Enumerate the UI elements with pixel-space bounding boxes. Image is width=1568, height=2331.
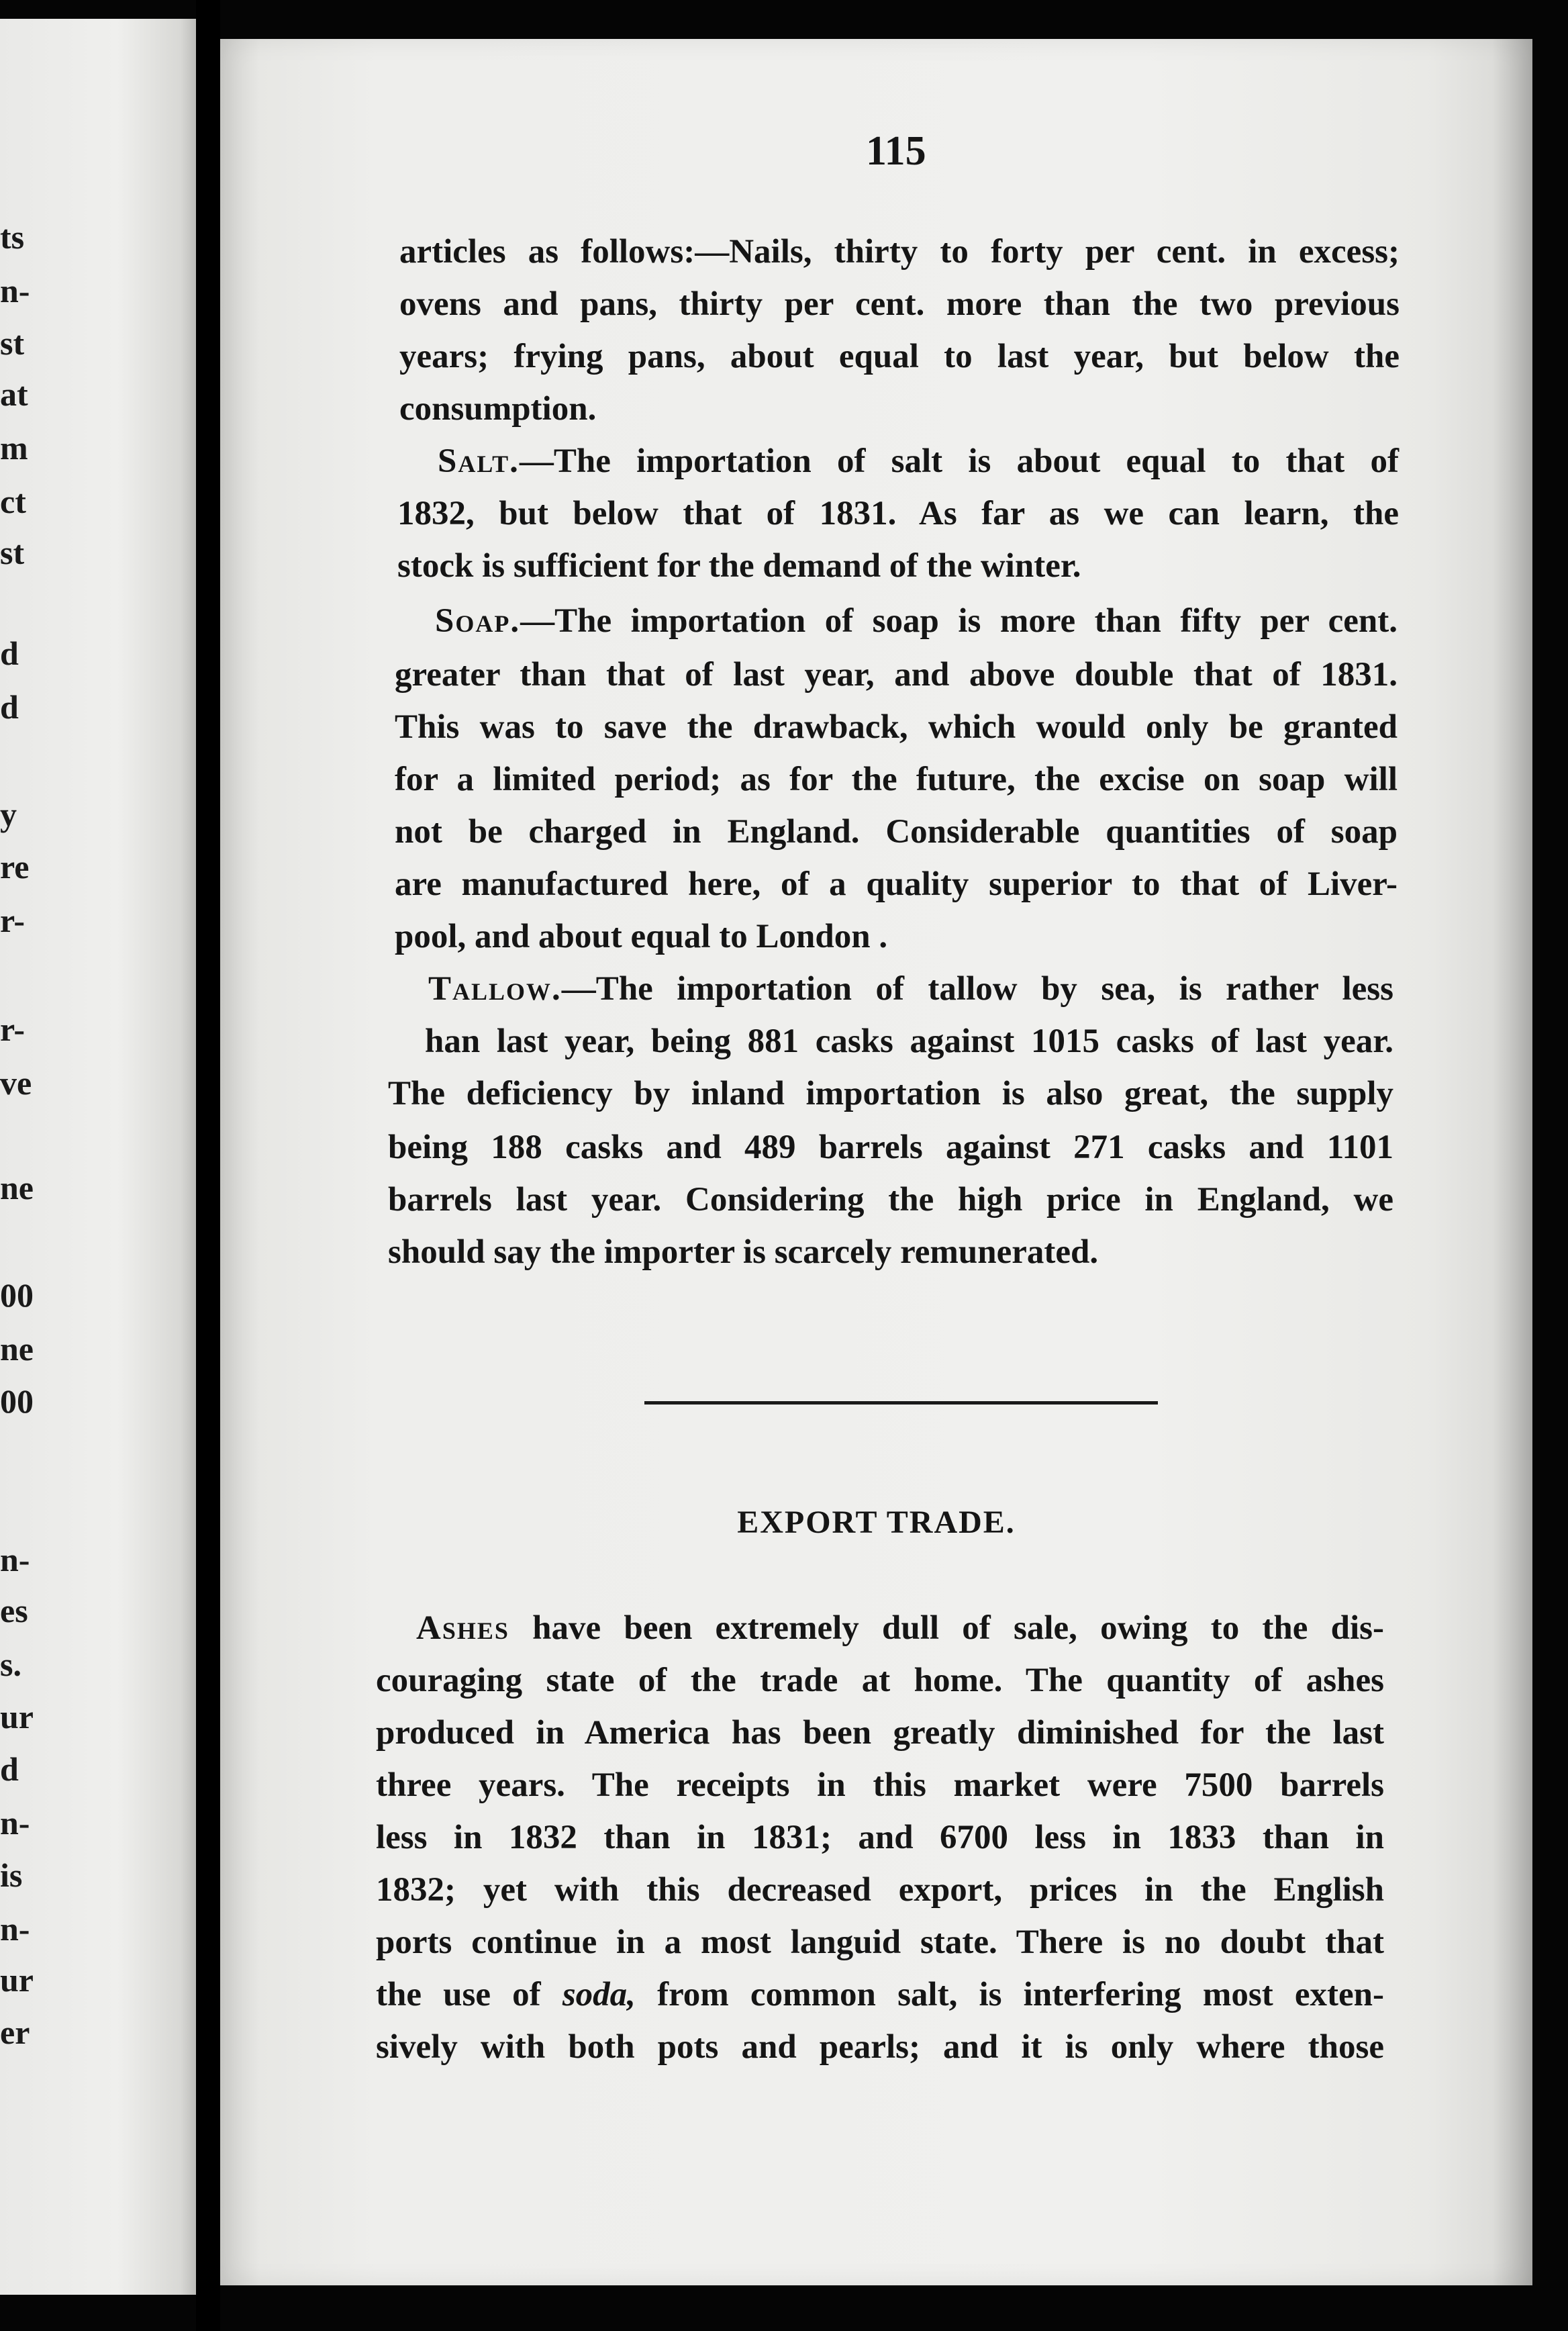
left-page-fragment: n-	[0, 1541, 30, 1578]
text-line-part: from common salt, is interfering most exten-	[635, 1976, 1384, 2013]
paragraph-lead: Ashes	[416, 1609, 509, 1647]
left-page-fragment: n-	[0, 1804, 30, 1842]
left-page-fragment: ne	[0, 1330, 34, 1368]
text-line	[388, 972, 1393, 1006]
paragraph-lead: Soap.	[435, 602, 521, 640]
text-line: sively with both pots and pearls; and it is only where those	[376, 2028, 1384, 2066]
text-line: This was to save the drawback, which would only be granted	[395, 708, 1398, 746]
text-line: greater than that of last year, and above double that of 1831.	[395, 656, 1398, 694]
left-page-fragment: 00	[0, 1276, 34, 1314]
text-line	[376, 1978, 1384, 2012]
left-page-fragment: is	[0, 1856, 23, 1894]
left-page-fragment: 00	[0, 1382, 34, 1420]
text-line-part: the use of	[376, 1976, 562, 2013]
left-page-fragment: es	[0, 1592, 28, 1629]
text-line: not be charged in England. Considerable quantities of soap	[395, 813, 1398, 851]
left-page-fragment: n-	[0, 1910, 30, 1948]
left-page-fragment: d	[0, 634, 19, 672]
italic-word: soda,	[562, 1976, 636, 2013]
left-page-fragment: er	[0, 2013, 30, 2051]
text-line-rest: —The importation of tallow by sea, is rather less	[561, 970, 1393, 1008]
text-line: The deficiency by inland importation is also great, the supply	[388, 1075, 1393, 1112]
text-line	[397, 444, 1399, 479]
left-page-fragment: s.	[0, 1646, 21, 1683]
left-page-fragment: d	[0, 1750, 19, 1788]
left-page-fragment: ts	[0, 218, 25, 256]
text-line: ovens and pans, thirty per cent. more than the two previous	[399, 285, 1400, 323]
left-page-fragment: y	[0, 796, 17, 833]
text-line: three years. The receipts in this market were 7500 barrels	[376, 1766, 1384, 1804]
book-gutter	[196, 0, 220, 2331]
text-line-rest: —The importation of salt is about equal to that of	[519, 442, 1399, 480]
left-page-fragment: at	[0, 375, 28, 413]
text-line: couraging state of the trade at home. The quantity of ashes	[376, 1662, 1384, 1699]
left-page-fragment: r-	[0, 902, 25, 939]
paragraph-lead: Salt.	[438, 442, 520, 480]
left-page-fragment: ve	[0, 1064, 32, 1102]
text-line: han last year, being 881 casks against 1015 casks of last year.	[425, 1022, 1393, 1060]
left-page-fragment: ct	[0, 483, 26, 520]
text-line: 1832, but below that of 1831. As far as we can learn, the	[397, 495, 1399, 532]
paragraph-lead: Tallow.	[428, 970, 562, 1008]
page-edge-shadow	[1492, 39, 1532, 2285]
text-line: being 188 casks and 489 barrels against 271 casks and 1101	[388, 1129, 1393, 1166]
left-page-fragment: st	[0, 324, 25, 362]
text-line: barrels last year. Considering the high price in England, we	[388, 1181, 1393, 1219]
text-line: should say the importer is scarcely remunerated.	[388, 1233, 1099, 1271]
text-line: produced in America has been greatly diminished for the last	[376, 1714, 1384, 1752]
left-page-fragment: ur	[0, 1961, 34, 1999]
left-page-fragment: d	[0, 688, 19, 726]
left-page-fragment: m	[0, 429, 28, 467]
text-line: pool, and about equal to London .	[395, 918, 888, 955]
text-line: stock is sufficient for the demand of the winter.	[397, 547, 1081, 585]
text-line: years; frying pans, about equal to last year, but below the	[399, 338, 1400, 375]
text-line-rest: —The importation of soap is more than fifty per cent.	[520, 602, 1398, 640]
left-page-fragment: r-	[0, 1010, 25, 1048]
left-page-fragment: re	[0, 848, 30, 886]
text-line: consumption.	[399, 390, 597, 428]
left-page-fragment: st	[0, 534, 25, 571]
text-line: 1832; yet with this decreased export, prices in the English	[376, 1871, 1384, 1909]
left-page-fragment: ur	[0, 1698, 34, 1735]
left-page-fragment: ne	[0, 1169, 34, 1206]
text-line: are manufactured here, of a quality superior to that of Liver-	[395, 865, 1398, 903]
text-line-rest: have been extremely dull of sale, owing to the dis-	[509, 1609, 1384, 1647]
section-divider	[644, 1401, 1158, 1405]
text-line: articles as follows:—Nails, thirty to forty per cent. in excess;	[399, 233, 1400, 271]
text-line: ports continue in a most languid state. There is no doubt that	[376, 1923, 1384, 1961]
section-heading: EXPORT TRADE.	[737, 1505, 1016, 1540]
page-number: 115	[866, 128, 926, 174]
text-line: for a limited period; as for the future, the excise on soap will	[395, 761, 1398, 798]
text-line: less in 1832 than in 1831; and 6700 less in 1833 than in	[376, 1819, 1384, 1856]
text-line	[376, 1611, 1384, 1646]
left-page-edge	[0, 19, 196, 2295]
left-page-fragment: n-	[0, 272, 30, 310]
text-line	[395, 604, 1398, 638]
